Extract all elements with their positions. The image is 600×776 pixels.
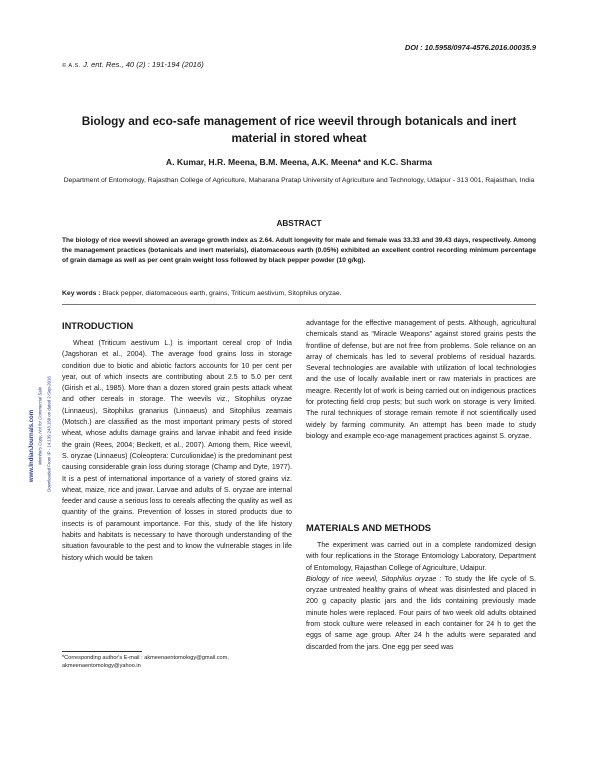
keywords-label: Key words : bbox=[62, 290, 101, 297]
introduction-paragraph: Wheat (Triticum aestivum L.) is important cereal crop of India (Jagshoran et al., 2004). The average food grains loss in storage condition due to biotic and abiotic factors accounts for 10 per cent per year, out of which insects are contributing about 2.5 to 5.0 per cent (Girish et al., 1985). More than a dozen stored grain pests attack wheat and other cereals in storage. The weevils viz., Sitophilus oryzae (Linnaeus), Sitophilus granarius (Linnaeus) and Sitophilus zeamais (Motsch.) are classified as the most important primary pests of stored wheat, whose adults damage grains and larvae inhabit and feed inside the grain (Rees, 2004; Beckett, et al., 2007). Among them, Rice weevil, S. oryzae (Linnaeus) (Coleoptera: Curculionidae) is the predominant pest causing considerable grain loss during storage (Champ and Dyte, 1977). It is a pest of international importance of a variety of stored grains viz. wheat, maize, rice and jowar. Larvae and adults of S. oryzae are internal feeder and cause a serious loss to cereals affecting the quality as well as quantity of the grains. Prevention of losses in stored products due to insects is of paramount importance. For this, study of the life history habits and habitats is necessary to have thorough understanding of the situation favourable to the pest and to know the vulnerable stages in life history which would be taken bbox=[62, 339, 292, 562]
abstract-text: The biology of rice weevil showed an average growth index as 2.64. Adult longevity for male and female was 33.33 and 39.43 days, respectively. Among the management practices (botanicals and inert materials), diatomaceous earth (0.05%) exhibited an excellent control recording minimum percentage of grain damage as well as per cent grain weight loss followed by black pepper powder (10 g/kg). bbox=[62, 237, 536, 264]
sidebar-download bbox=[44, 298, 54, 570]
keywords-text: Black pepper, diatomaceous earth, grains, Triticum aestivum, Sitophilus oryzae. bbox=[102, 290, 342, 297]
introduction-heading: INTRODUCTION bbox=[62, 321, 134, 331]
biology-paragraph bbox=[306, 574, 536, 653]
journal-mark: © A.S. bbox=[62, 63, 81, 69]
authors: A. Kumar, H.R. Meena, B.M. Meena, A.K. Meena* and K.C. Sharma bbox=[165, 157, 433, 167]
doi: DOI : 10.5958/0974-4576.2016.00035.9 bbox=[404, 43, 536, 52]
section-divider bbox=[62, 304, 536, 305]
affiliation: Department of Entomology, Rajasthan College of Agriculture, Maharana Pratap University of Agriculture and Technology, Udaipur - 313 001, Rajasthan, India bbox=[63, 177, 535, 184]
keywords bbox=[62, 289, 536, 299]
footnote: *Corresponding author's E-mail : akmeenaentomology@gmail.com, akmeenaentomology@yahoo.in bbox=[62, 655, 229, 669]
right-column-top bbox=[306, 318, 536, 442]
methods-heading: MATERIALS AND METHODS bbox=[306, 523, 431, 533]
methods-paragraph: The experiment was carried out in a complete randomized design with four replications in the Storage Entomology Laboratory, Department of Entomology, Rajasthan College of Agriculture, Udaipur. bbox=[306, 541, 536, 572]
journal-citation bbox=[62, 60, 204, 69]
sidebar-site-text[interactable]: www.IndianJournals.com bbox=[29, 409, 35, 483]
paper-title: Biology and eco-safe management of rice weevil through botanicals and inert material in stored wheat bbox=[81, 114, 517, 145]
journal-reference: J. ent. Res., 40 (2) : 191-194 (2016) bbox=[83, 60, 204, 69]
sidebar-note-text: Members Copy, Not for Commercial Sale bbox=[37, 386, 43, 466]
left-column bbox=[62, 338, 292, 564]
abstract-heading: ABSTRACT bbox=[276, 219, 322, 228]
sidebar-download-text: Downloaded From IP - 14.139.243.150 on dated 2-Sep-2016 bbox=[46, 376, 52, 492]
biology-subheading: Biology of rice weevil, Sitophilus oryzae : bbox=[306, 574, 442, 583]
footnote-rule bbox=[62, 651, 142, 652]
introduction-continued: advantage for the effective management of pests. Although, agricultural chemicals stand as “Miracle Weapons” against stored grains pests the frontline of defense, but are not free from problems. Sole reliance on an array of chemicals has led to several problems of residual hazards. Several technologies are available with utilization of local technologies and the use of locally available inert or raw materials in practices are meagre. Recently lot of work is being carried out on indigenous practices for protecting field crop pests; but such work on storage is very limited. The rural techniques of storage remain remote if not scientifically used widely by farming community. An attempt has been made to study biology and example eco-age management practices against S. oryzae. bbox=[306, 319, 536, 440]
biology-text: To study the life cycle of S. oryzae untreated healthy grains of wheat was disinfested and placed in 200 g capacity plastic jars and the lids containing previously made minute holes were replaced. Four pairs of two week old adults obtained from stock culture were released in each container for 24 h to get the eggs of same age group. After 24 h the adults were separated and discarded from the jars. One egg per seed was bbox=[306, 574, 536, 651]
right-column-bottom bbox=[306, 540, 536, 653]
